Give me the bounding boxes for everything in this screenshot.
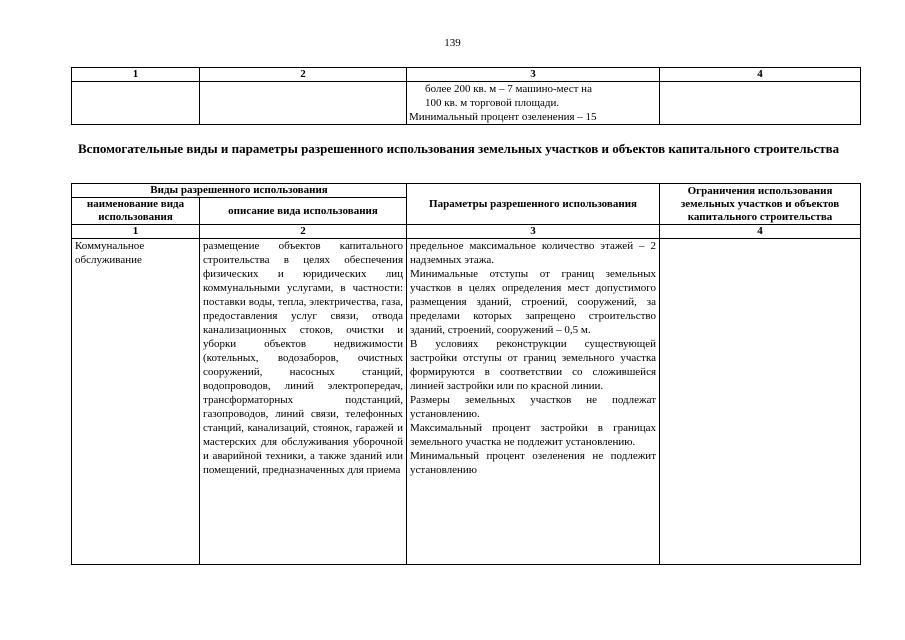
section-heading: Вспомогательные виды и параметры разрешенного использования земельных участков и объектов капитального строительства [78, 141, 840, 156]
column-number: 3 [407, 68, 660, 82]
column-number: 4 [660, 68, 861, 82]
column-number: 2 [200, 225, 407, 239]
column-number-row [72, 225, 861, 239]
use-limits-cell [660, 239, 861, 565]
param-paragraph: Минимальный процент озеленения не подлежит установлению [410, 450, 657, 476]
column-number: 3 [407, 225, 660, 239]
table-row [72, 239, 861, 565]
use-name: Коммунальное обслуживание [75, 240, 145, 266]
use-name-cell [72, 239, 200, 565]
table-cell [200, 82, 407, 125]
use-description: размещение объектов капитального строительства в целях обеспечения физических и юридических лиц коммунальными услугами, в частности: поставки воды, тепла, электричества, газа, предоставления услуг связи, отвода канализационных стоков, очистки и уборки объектов недвижимости (котельных, водозаборов, очистных сооружений, насосных станций, водопроводов, линий электропередач, трансформаторных подстанций, газопроводов, линий связи, телефонных станций, канализаций, стоянок, гаражей и мастерских для обслуживания уборочной и аварийной техники, а также зданий или помещений, предназначенных для приема [203, 240, 404, 476]
table-cell [660, 82, 861, 125]
use-params-cell [407, 239, 660, 565]
main-table [71, 183, 861, 565]
column-number: 4 [660, 225, 861, 239]
cell-line: более 200 кв. м – 7 машино-мест на [425, 83, 592, 95]
cell-line: Минимальный процент озеленения – 15 [409, 111, 597, 123]
column-number: 1 [72, 68, 200, 82]
column-number-row [72, 68, 861, 82]
table-row [72, 82, 861, 125]
header-name: наименование вида использования [72, 198, 200, 225]
header-params: Параметры разрешенного использования [407, 184, 660, 225]
continued-table [71, 67, 861, 125]
param-paragraph: Максимальный процент застройки в границах земельного участка не подлежит установлению. [410, 422, 657, 448]
header-limits: Ограничения использования земельных участков и объектов капитального строительства [660, 184, 861, 225]
table-cell [72, 82, 200, 125]
param-paragraph: Размеры земельных участков не подлежат установлению. [410, 394, 657, 420]
column-number: 1 [72, 225, 200, 239]
use-description-cell [200, 239, 407, 565]
column-number: 2 [200, 68, 407, 82]
param-paragraph: Минимальные отступы от границ земельных участков в целях определения мест допустимого размещения зданий, строений, сооружений, за пределами которых запрещено строительство зданий, строений, сооружений – 0,5 м. [410, 268, 657, 336]
header-desc: описание вида использования [200, 198, 407, 225]
header-row [72, 184, 861, 198]
header-group: Виды разрешенного использования [72, 184, 407, 198]
param-paragraph: В условиях реконструкции существующей застройки отступы от границ земельного участка формируются в соответствии со сложившейся линией застройки или по красной линии. [410, 338, 657, 392]
cell-line: 100 кв. м торговой площади. [425, 97, 560, 109]
table-cell [407, 82, 660, 125]
param-paragraph: предельное максимальное количество этажей – 2 надземных этажа. [410, 240, 657, 266]
page-number: 139 [444, 37, 461, 49]
